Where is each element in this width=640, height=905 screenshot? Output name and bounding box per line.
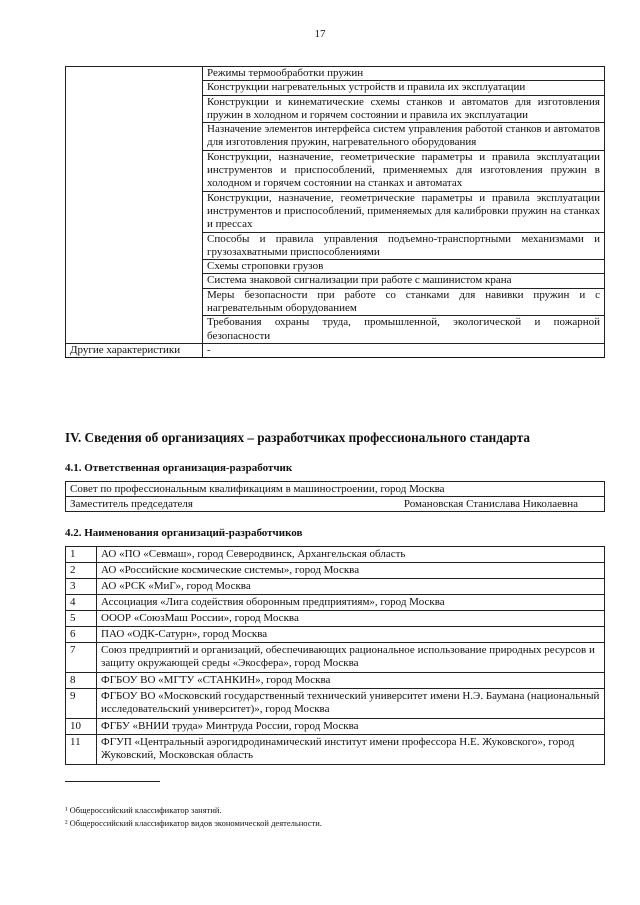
- table-cell: Режимы термообработки пружин: [203, 67, 605, 81]
- other-characteristics-label: Другие характеристики: [66, 343, 203, 357]
- org-name: Союз предприятий и организаций, обеспечивающих рациональное использование природных ресурсов и защиту окружающей среды «Экосфера», город Москва: [97, 643, 605, 673]
- responsible-org-table: [65, 481, 605, 512]
- other-characteristics-value: -: [203, 343, 605, 357]
- row-number: 5: [66, 611, 97, 627]
- section-heading: IV. Сведения об организациях – разработчиках профессионального стандарта: [65, 430, 530, 445]
- row-number: 2: [66, 563, 97, 579]
- table-row: [66, 735, 605, 765]
- footnote-1: ¹ Общероссийский классификатор занятий.: [65, 805, 222, 815]
- table-row: [66, 673, 605, 689]
- org-name: ФГБУ «ВНИИ труда» Минтруда России, город Москва: [97, 719, 605, 735]
- table-cell: Конструкции, назначение, геометрические параметры и правила эксплуатации инструментов и приспособлений, применяемых для калибровки пружин на станках и прессах: [203, 191, 605, 232]
- row-number: 11: [66, 735, 97, 765]
- table-cell: Схемы строповки грузов: [203, 260, 605, 274]
- knowledge-table: [65, 66, 605, 358]
- org-name: ФГУП «Центральный аэрогидродинамический институт имени профессора Н.Е. Жуковского», город Жуковский, Московская область: [97, 735, 605, 765]
- responsible-org-heading: 4.1. Ответственная организация-разработчик: [65, 462, 293, 474]
- table-row: [66, 595, 605, 611]
- table-cell: Требования охраны труда, промышленной, экологической и пожарной безопасности: [203, 316, 605, 344]
- table-row: [66, 643, 605, 673]
- org-name: ОООР «СоюзМаш России», город Москва: [97, 611, 605, 627]
- org-name: Ассоциация «Лига содействия оборонным предприятиям», город Москва: [97, 595, 605, 611]
- page-number: 17: [314, 28, 326, 40]
- table-row: [66, 67, 605, 81]
- table-cell: Конструкции нагревательных устройств и правила их эксплуатации: [203, 81, 605, 95]
- developers-table: [65, 546, 605, 765]
- table-cell: Способы и правила управления подъемно-транспортными механизмами и грузозахватными приспособлениями: [203, 232, 605, 260]
- row-number: 9: [66, 689, 97, 719]
- table-row: [66, 343, 605, 357]
- footnote-divider: [65, 781, 160, 782]
- table-row: [66, 719, 605, 735]
- responsible-org-signer: [66, 497, 605, 512]
- org-name: АО «Российские космические системы», город Москва: [97, 563, 605, 579]
- table-cell-empty: [66, 67, 203, 344]
- table-row: [66, 579, 605, 595]
- table-cell: Система знаковой сигнализации при работе с машинистом крана: [203, 274, 605, 288]
- row-number: 10: [66, 719, 97, 735]
- responsible-org-name: Совет по профессиональным квалификациям в машиностроении, город Москва: [66, 482, 605, 497]
- table-row: [66, 563, 605, 579]
- org-name: АО «ПО «Севмаш», город Северодвинск, Архангельская область: [97, 547, 605, 563]
- signer-name: Романовская Станислава Николаевна: [403, 498, 578, 510]
- table-row: [66, 482, 605, 497]
- row-number: 7: [66, 643, 97, 673]
- table-cell: Меры безопасности при работе со станками для навивки пружин и с нагревательным оборудованием: [203, 288, 605, 316]
- org-name: ФГБОУ ВО «МГТУ «СТАНКИН», город Москва: [97, 673, 605, 689]
- org-name: ФГБОУ ВО «Московский государственный технический университет имени Н.Э. Баумана (национальный исследовательский университет)», город Москва: [97, 689, 605, 719]
- developers-heading: 4.2. Наименования организаций-разработчиков: [65, 527, 303, 539]
- row-number: 3: [66, 579, 97, 595]
- org-name: ПАО «ОДК-Сатурн», город Москва: [97, 627, 605, 643]
- row-number: 4: [66, 595, 97, 611]
- table-row: [66, 689, 605, 719]
- table-row: [66, 611, 605, 627]
- footnote-2: ² Общероссийский классификатор видов экономической деятельности.: [65, 818, 322, 828]
- signer-position: Заместитель председателя: [70, 498, 193, 510]
- org-name: АО «РСК «МиГ», город Москва: [97, 579, 605, 595]
- table-cell: Конструкции, назначение, геометрические параметры и правила эксплуатации инструментов и приспособлений, применяемых для изготовления пружин в холодном и горячем состоянии на станках и автоматах: [203, 150, 605, 191]
- row-number: 1: [66, 547, 97, 563]
- table-row: [66, 627, 605, 643]
- table-cell: Конструкции и кинематические схемы станков и автоматов для изготовления пружин в холодном и горячем состоянии и правила их эксплуатации: [203, 95, 605, 123]
- row-number: 6: [66, 627, 97, 643]
- table-row: [66, 547, 605, 563]
- table-row: [66, 497, 605, 512]
- table-cell: Назначение элементов интерфейса систем управления работой станков и автоматов для изготовления пружин, нагревательного оборудования: [203, 123, 605, 151]
- row-number: 8: [66, 673, 97, 689]
